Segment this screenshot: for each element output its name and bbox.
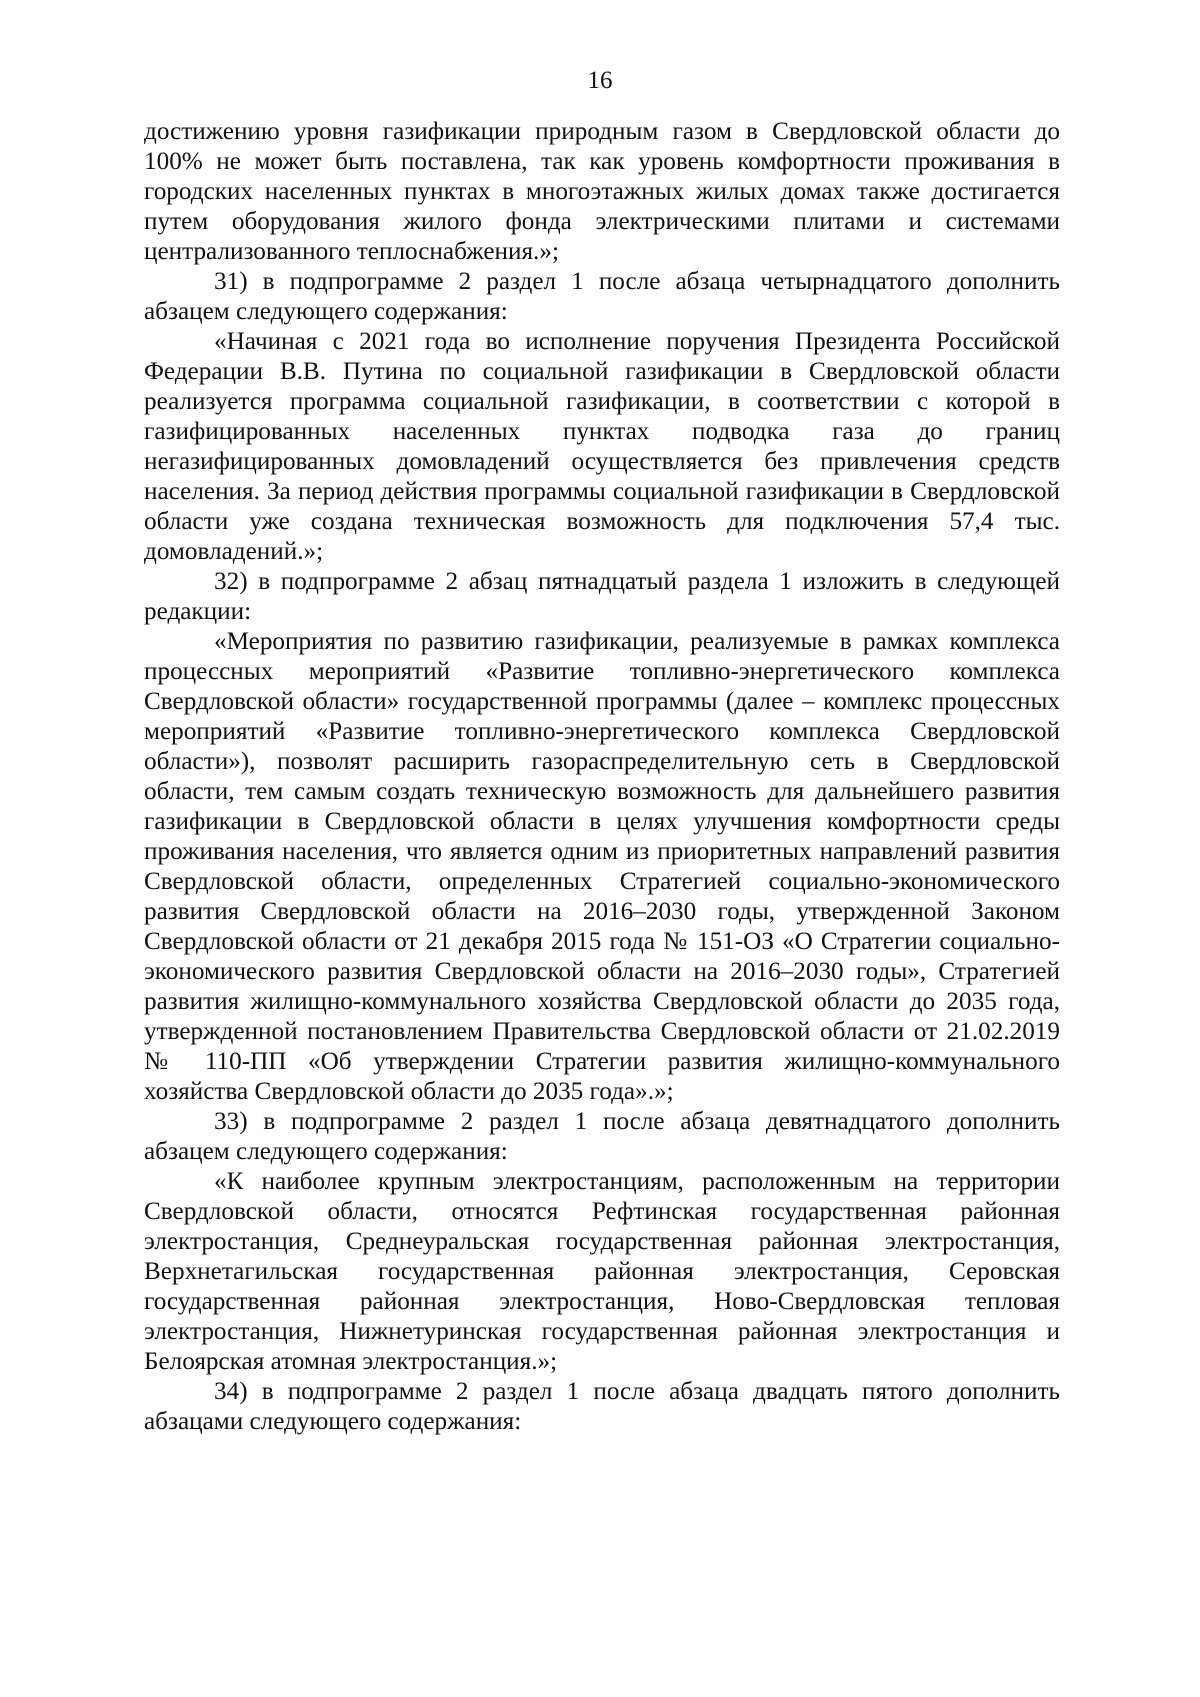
page-number: 16 <box>587 67 613 94</box>
paragraph-continuation: достижению уровня газификации природным газом в Свердловской области до 100% не может быть поставлена, так как уровень комфортности проживания в городских населенных пунктах в многоэтажных жилых домах также достигается путем оборудования жилого фонда электрическими плитами и системами централизованного теплоснабжения.»; <box>144 118 1060 265</box>
document-body <box>144 117 1060 1437</box>
paragraph-quote-gasification-measures: «Мероприятия по развитию газификации, реализуемые в рамках комплекса процессных мероприятий «Развитие топливно-энергетического комплекса Свердловской области» государственной программы (далее – комплекс процессных мероприятий «Развитие топливно-энергетического комплекса Свердловской области»), позволят расширить газораспределительную сеть в Свердловской области, тем самым создать техническую возможность для дальнейшего развития газификации в Свердловской области в целях улучшения комфортности среды проживания населения, что является одним из приоритетных направлений развития Свердловской области, определенных Стратегией социально-экономического развития Свердловской области на 2016–2030 годы, утвержденной Законом Свердловской области от 21 декабря 2015 года № 151-ОЗ «О Стратегии социально-экономического развития Свердловской области на 2016–2030 годы», Стратегией развития жилищно-коммунального хозяйства Свердловской области до 2035 года, утвержденной постановлением Правительства Свердловской области от 21.02.2019 № 110-ПП «Об утверждении Стратегии развития жилищно-коммунального хозяйства Свердловской области до 2035 года».»; <box>144 628 1060 1105</box>
paragraph-item-33: 33) в подпрограмме 2 раздел 1 после абзаца девятнадцатого дополнить абзацем следующего содержания: <box>144 1108 1060 1165</box>
paragraph-item-31: 31) в подпрограмме 2 раздел 1 после абзаца четырнадцатого дополнить абзацем следующего содержания: <box>144 268 1060 325</box>
paragraph-item-34: 34) в подпрограмме 2 раздел 1 после абзаца двадцать пятого дополнить абзацами следующего содержания: <box>144 1378 1060 1435</box>
paragraph-quote-power-plants: «К наиболее крупным электростанциям, расположенным на территории Свердловской области, относятся Рефтинская государственная районная электростанция, Среднеуральская государственная районная электростанция, Верхнетагильская государственная районная электростанция, Серовская государственная районная электростанция, Ново-Свердловская тепловая электростанция, Нижнетуринская государственная районная электростанция и Белоярская атомная электростанция.»; <box>144 1168 1060 1375</box>
paragraph-quote-social-gasification: «Начиная с 2021 года во исполнение поручения Президента Российской Федерации В.В. Путина по социальной газификации в Свердловской области реализуется программа социальной газификации, в соответствии с которой в газифицированных населенных пунктах подводка газа до границ негазифицированных домовладений осуществляется без привлечения средств населения. За период действия программы социальной газификации в Свердловской области уже создана техническая возможность для подключения 57,4 тыс. домовладений.»; <box>144 328 1060 565</box>
paragraph-item-32: 32) в подпрограмме 2 абзац пятнадцатый раздела 1 изложить в следующей редакции: <box>144 568 1060 625</box>
